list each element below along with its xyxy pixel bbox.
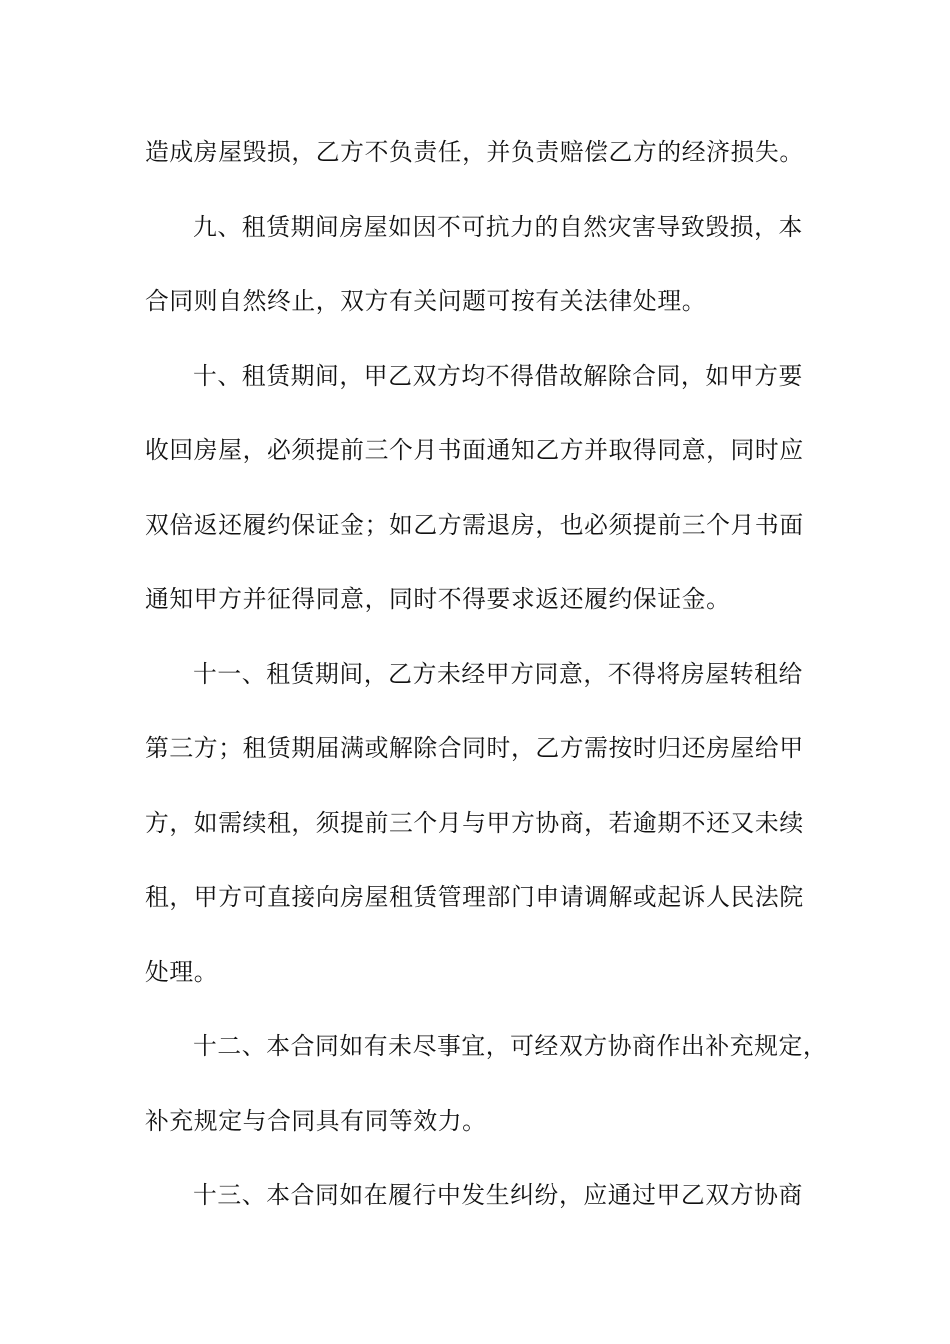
text-line: 合同则自然终止，双方有关问题可按有关法律处理。 xyxy=(145,287,707,315)
text-line: 双倍返还履约保证金；如乙方需退房，也必须提前三个月书面 xyxy=(145,510,804,539)
contract-body xyxy=(145,129,828,1247)
clause-12-start: 十二、本合同如有未尽事宜，可经双方协商作出补充规定， xyxy=(193,1032,828,1060)
text-line: 租，甲方可直接向房屋租赁管理部门申请调解或起诉人民法院 xyxy=(145,883,804,911)
text-line: 第三方；租赁期届满或解除合同时，乙方需按时归还房屋给甲 xyxy=(145,734,804,762)
text-line: 处理。 xyxy=(145,957,219,986)
text-line: 方，如需续租，须提前三个月与甲方协商，若逾期不还又未续 xyxy=(145,808,804,837)
clause-9-start: 九、租赁期间房屋如因不可抗力的自然灾害导致毁损，本 xyxy=(193,212,803,241)
text-line: 补充规定与合同具有同等效力。 xyxy=(145,1106,487,1135)
clause-11-start: 十一、租赁期间，乙方未经甲方同意，不得将房屋转租给 xyxy=(193,659,803,688)
clause-10-start: 十、租赁期间，甲乙双方均不得借故解除合同，如甲方要 xyxy=(193,361,803,390)
text-line: 造成房屋毁损，乙方不负责任，并负责赔偿乙方的经济损失。 xyxy=(145,138,804,166)
clause-13-start: 十三、本合同如在履行中发生纠纷，应通过甲乙双方协商 xyxy=(193,1181,803,1209)
text-line: 通知甲方并征得同意，同时不得要求返还履约保证金。 xyxy=(145,585,731,613)
text-line: 收回房屋，必须提前三个月书面通知乙方并取得同意，同时应 xyxy=(145,436,804,464)
